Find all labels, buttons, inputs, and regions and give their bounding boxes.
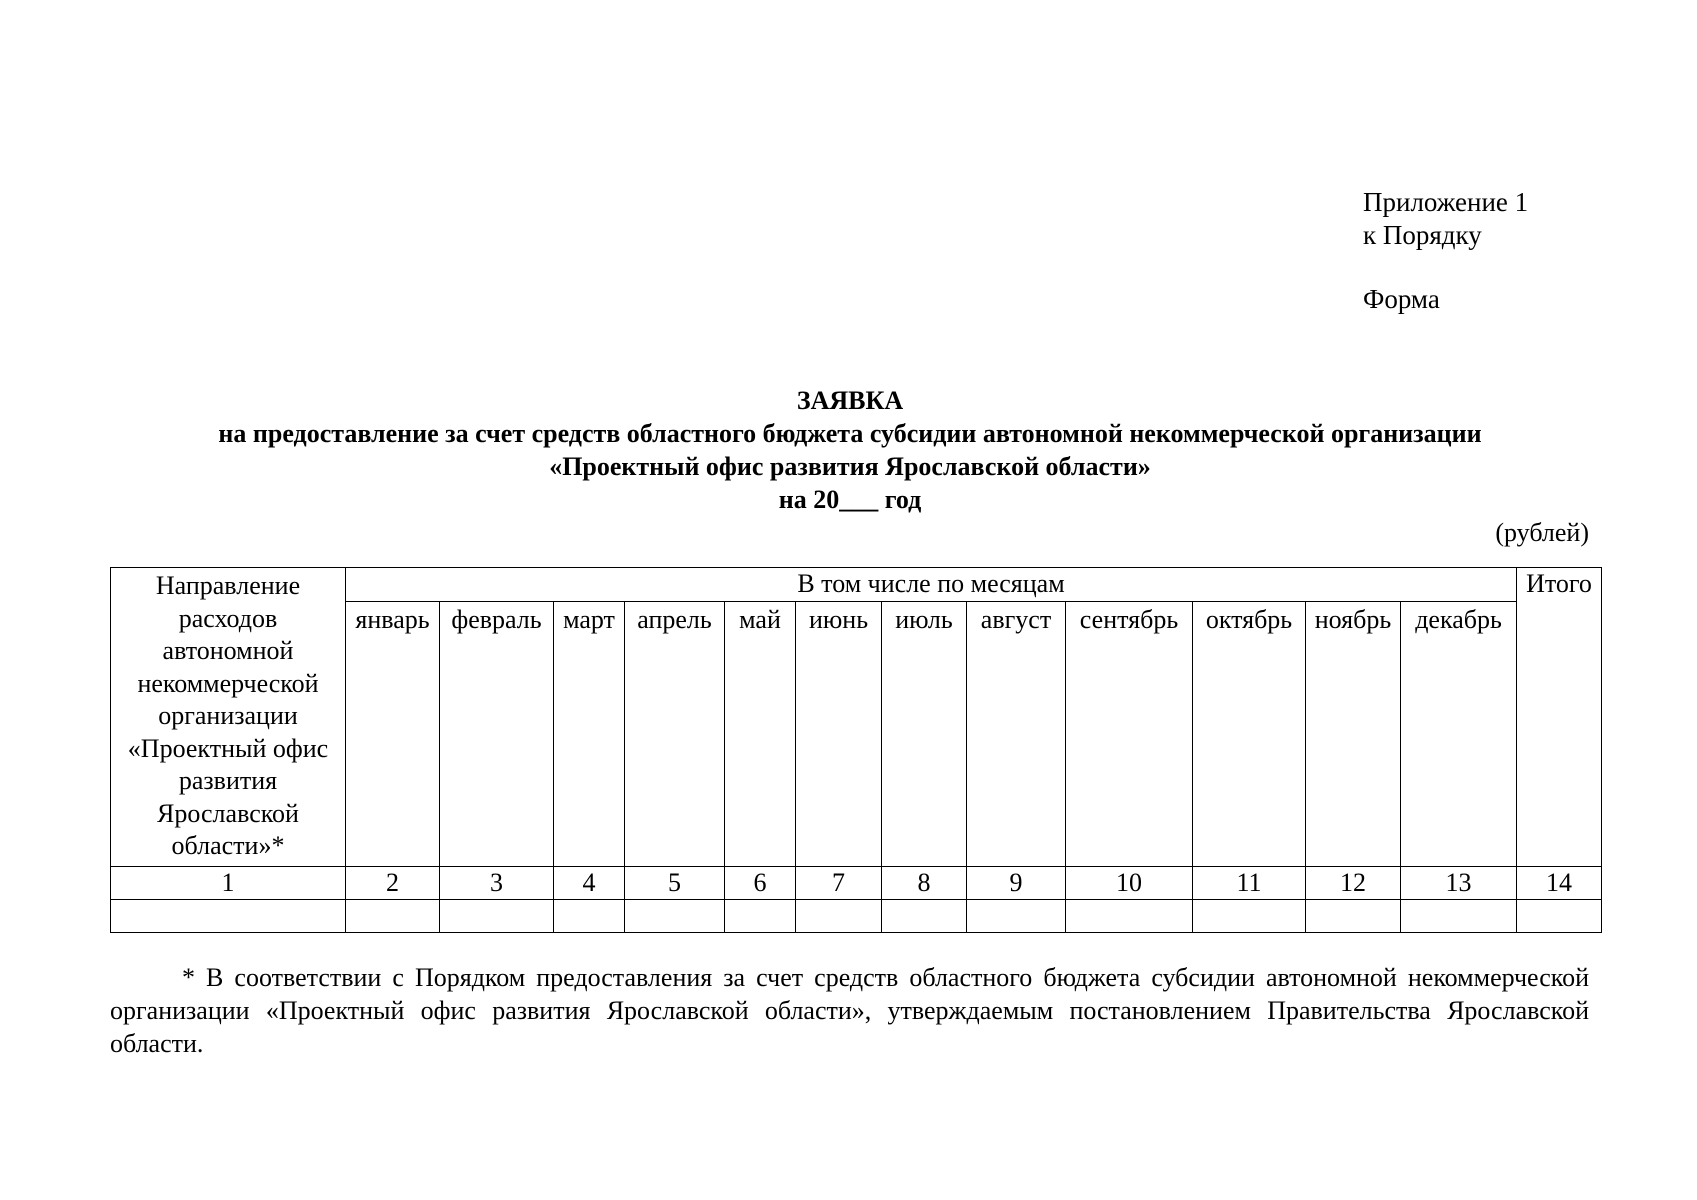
month-header: октябрь <box>1193 601 1306 866</box>
blank-cell[interactable] <box>1517 900 1602 933</box>
column-number: 4 <box>554 866 625 900</box>
column-numbers-row <box>111 866 1602 900</box>
blank-cell[interactable] <box>967 900 1066 933</box>
request-table <box>110 567 1602 933</box>
form-label: Форма <box>1363 284 1440 314</box>
column-number: 12 <box>1306 866 1401 900</box>
currency-units: (рублей) <box>1495 518 1589 547</box>
title-subject: на предоставление за счет средств областного бюджета субсидии автономной некоммерческой организации <box>218 419 1482 448</box>
blank-cell[interactable] <box>1066 900 1193 933</box>
column-number: 1 <box>111 866 346 900</box>
footnote: * В соответствии с Порядком предоставления за счет средств областного бюджета субсидии автономной некоммерческой организации «Проектный офис развития Ярославской области», утверждаемым постановлением Правительства Ярославской области. <box>110 963 1589 1058</box>
month-header: май <box>725 601 796 866</box>
month-header: январь <box>346 601 440 866</box>
month-header: апрель <box>625 601 725 866</box>
column-number: 5 <box>625 866 725 900</box>
blank-data-row <box>111 900 1602 933</box>
months-group-header: В том числе по месяцам <box>346 568 1517 602</box>
month-header: июль <box>882 601 967 866</box>
column-number: 14 <box>1517 866 1602 900</box>
month-header: ноябрь <box>1306 601 1401 866</box>
month-header: февраль <box>440 601 554 866</box>
column-number: 11 <box>1193 866 1306 900</box>
appendix-number: Приложение 1 <box>1363 187 1529 217</box>
column-number: 13 <box>1401 866 1517 900</box>
column-number: 8 <box>882 866 967 900</box>
column-number: 9 <box>967 866 1066 900</box>
blank-cell[interactable] <box>111 900 346 933</box>
title-year: на 20___ год <box>778 485 922 514</box>
month-header: июнь <box>796 601 882 866</box>
total-header: Итого <box>1517 568 1602 867</box>
appendix-reference: к Порядку <box>1363 220 1482 250</box>
column-number: 7 <box>796 866 882 900</box>
column-number: 10 <box>1066 866 1193 900</box>
title-main: ЗАЯВКА <box>796 386 904 415</box>
document-title <box>110 384 1590 516</box>
blank-cell[interactable] <box>1401 900 1517 933</box>
blank-cell[interactable] <box>440 900 554 933</box>
column-number: 2 <box>346 866 440 900</box>
month-header: декабрь <box>1401 601 1517 866</box>
column-number: 3 <box>440 866 554 900</box>
blank-cell[interactable] <box>625 900 725 933</box>
direction-header: Направление расходов автономной некоммерческой организации «Проектный офис развития Ярославской области»* <box>111 568 346 867</box>
month-header: август <box>967 601 1066 866</box>
blank-cell[interactable] <box>725 900 796 933</box>
month-header: сентябрь <box>1066 601 1193 866</box>
blank-cell[interactable] <box>1306 900 1401 933</box>
title-organization: «Проектный офис развития Ярославской области» <box>549 452 1151 481</box>
blank-cell[interactable] <box>882 900 967 933</box>
blank-cell[interactable] <box>554 900 625 933</box>
blank-cell[interactable] <box>796 900 882 933</box>
month-header: март <box>554 601 625 866</box>
blank-cell[interactable] <box>346 900 440 933</box>
column-number: 6 <box>725 866 796 900</box>
header-row-1 <box>111 568 1602 602</box>
blank-cell[interactable] <box>1193 900 1306 933</box>
appendix-block <box>1363 186 1528 316</box>
